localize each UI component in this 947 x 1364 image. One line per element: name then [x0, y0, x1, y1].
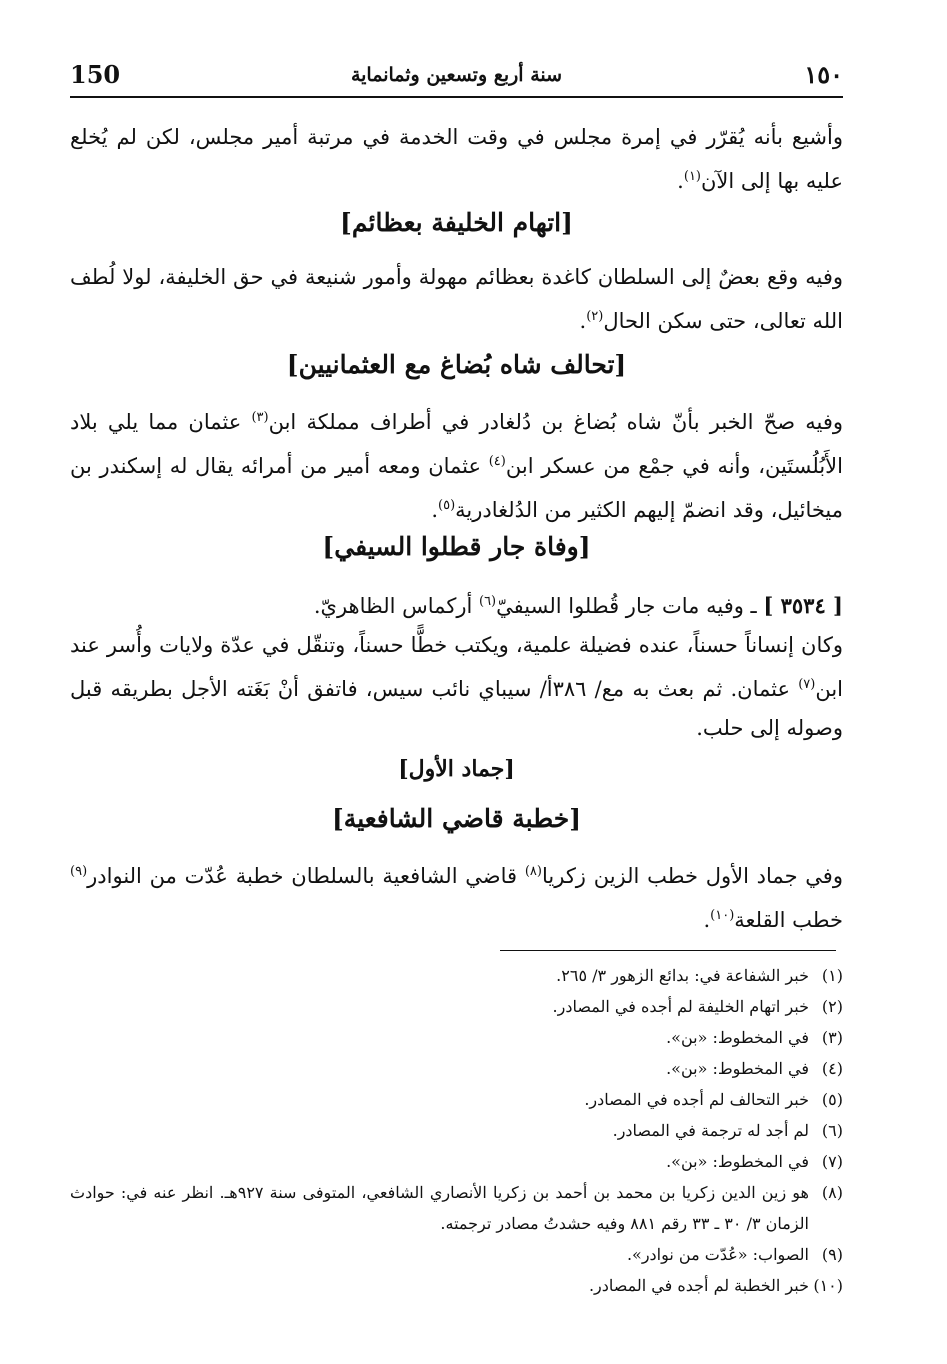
- running-title: سنة أربع وتسعين وثمانماية: [350, 64, 563, 86]
- footnote-ref: (٧): [798, 677, 816, 692]
- entry-number: [ ٣٥٣٤ ]: [763, 593, 843, 618]
- footnote: [70, 991, 843, 1022]
- paragraph-end: .: [703, 908, 711, 932]
- footnote-number: (٨): [821, 1183, 843, 1202]
- paragraph-5: [70, 626, 843, 748]
- footnote-ref: (٥): [438, 498, 456, 513]
- page-number-arabic: ١٥٠: [804, 60, 843, 89]
- paragraph-text: عثمان مما يلي بلاد الأَبُلُستَين، وأنه في جمْع من عسكر ابن: [70, 410, 843, 478]
- section-heading-caliph: [اتهام الخليفة بعظائم]: [340, 208, 573, 237]
- footnote: [70, 1115, 843, 1146]
- footnote: [70, 1239, 843, 1270]
- footnote-ref: (٢): [586, 309, 604, 324]
- paragraph-text: ـ وفيه مات جار قُطلوا السيفيّ: [496, 594, 764, 618]
- paragraph-2: [70, 258, 843, 341]
- footnote-text: في المخطوط: «بن».: [666, 1028, 809, 1047]
- footnote-text: الصواب: «عُدّت من نوادر».: [626, 1245, 809, 1264]
- paragraph-text: وفي جماد الأول خطب الزين زكريا: [541, 864, 843, 888]
- paragraph-text: أركماس الظاهريّ.: [313, 594, 479, 618]
- section-heading-death: [وفاة جار قطلوا السيفي]: [322, 532, 591, 561]
- footnote-text: لم أجد له ترجمة في المصادر.: [612, 1121, 809, 1140]
- paragraph-text: وفيه صحّ الخبر بأنّ شاه بُضاغ بن دُلغادر في أطراف مملكة ابن: [268, 410, 844, 434]
- footnote: [70, 1053, 843, 1084]
- section-heading-month: [جماد الأول]: [398, 756, 515, 782]
- footnote-ref: (١٠): [710, 908, 735, 923]
- footnote-number: (٧): [821, 1152, 843, 1171]
- footnote: [70, 1084, 843, 1115]
- paragraph-6: [70, 852, 843, 940]
- paragraph-4: [70, 582, 843, 626]
- paragraph-end: .: [677, 169, 684, 193]
- footnote: [70, 1146, 843, 1177]
- paragraph-text: خطب القلعة: [734, 908, 843, 932]
- section-heading-alliance: [تحالف شاه بُضاغ مع العثمانيين]: [286, 350, 627, 379]
- paragraph-3: [70, 398, 843, 530]
- footnote-number: (٩): [821, 1245, 843, 1264]
- paragraph-text: عثمان ومعه أمير من أمرائه يقال له إسكندر بن ميخائيل، وقد انضمّ إليهم الكثير من الدُلغادرية: [70, 454, 843, 522]
- paragraph-end: .: [431, 498, 438, 522]
- paragraph-end: .: [579, 309, 587, 333]
- section-heading-sermon: [خطبة قاضي الشافعية]: [331, 804, 582, 833]
- footnote-text: خبر الخطبة لم أجده في المصادر.: [588, 1276, 809, 1295]
- paragraph-text: قاضي الشافعية بالسلطان خطبة عُدّت من النوادر: [87, 864, 525, 888]
- paragraph-text: وكان إنساناً حسناً، عنده فضيلة علمية، ويكتب خطًّا حسناً، وتنقّل في عدّة ولايات وأُسر عند ابن: [70, 633, 844, 701]
- footnote-number: (٥): [821, 1090, 843, 1109]
- footnote-text: في المخطوط: «بن».: [666, 1152, 809, 1171]
- footnote-text: في المخطوط: «بن».: [666, 1059, 809, 1078]
- footnote-text: خبر التحالف لم أجده في المصادر.: [584, 1090, 809, 1109]
- footnote-number: (١٠): [813, 1276, 843, 1295]
- footnote-number: (٣): [821, 1028, 843, 1047]
- footnote-number: (١): [821, 966, 843, 985]
- running-header: [70, 58, 843, 94]
- footnote-number: (٢): [821, 997, 843, 1016]
- footnote-ref: (٣): [251, 410, 269, 425]
- header-rule: [70, 96, 843, 98]
- page-number-latin: 150: [70, 60, 121, 89]
- paragraph-text: عثمان. ثم بعث به مع/ ٣٨٦أ/ سيباي نائب سيس، فاتفق أنْ بَغَته الأجل بطريقه قبل وصوله إلى حلب.: [70, 677, 843, 740]
- footnote: [70, 1177, 843, 1239]
- footnote-ref: (١): [683, 169, 701, 184]
- footnote-ref: (٨): [524, 864, 542, 879]
- footnote: [70, 960, 843, 991]
- footnote-number: (٤): [821, 1059, 843, 1078]
- footnote-ref: (٤): [488, 454, 506, 469]
- paragraph-text: وفيه وقع بعضٌ إلى السلطان كاغدة بعظائم مهولة وأمور شنيعة في حق الخليفة، لولا لُطف الله تعالى، حتى سكن الحال: [70, 265, 843, 333]
- footnotes: [70, 960, 843, 1301]
- paragraph-text: وأشيع بأنه يُقرّر في إمرة مجلس في وقت الخدمة في مرتبة أمير مجلس، لكن لم يُخلع عليه بها إلى الآن: [70, 125, 843, 193]
- footnote-text: خبر الشفاعة في: بدائع الزهور ٣/ ٢٦٥.: [556, 966, 809, 985]
- footnote-separator: [500, 950, 836, 951]
- paragraph-1: [70, 118, 843, 201]
- footnote: [70, 1022, 843, 1053]
- footnote-number: (٦): [821, 1121, 843, 1140]
- footnote: [70, 1270, 843, 1301]
- footnote-ref: (٦): [478, 594, 497, 609]
- footnote-text: خبر اتهام الخليفة لم أجده في المصادر.: [552, 997, 809, 1016]
- footnote-ref: (٩): [70, 864, 88, 879]
- footnote-text: هو زين الدين زكريا بن محمد بن أحمد بن زكريا الأنصاري الشافعي، المتوفى سنة ٩٢٧هـ. انظر عنه في: حوادث الزمان ٣/ ٣٠ ـ ٣٣ رقم ٨٨١ وفيه حشدتُ مصادر ترجمته.: [70, 1183, 809, 1233]
